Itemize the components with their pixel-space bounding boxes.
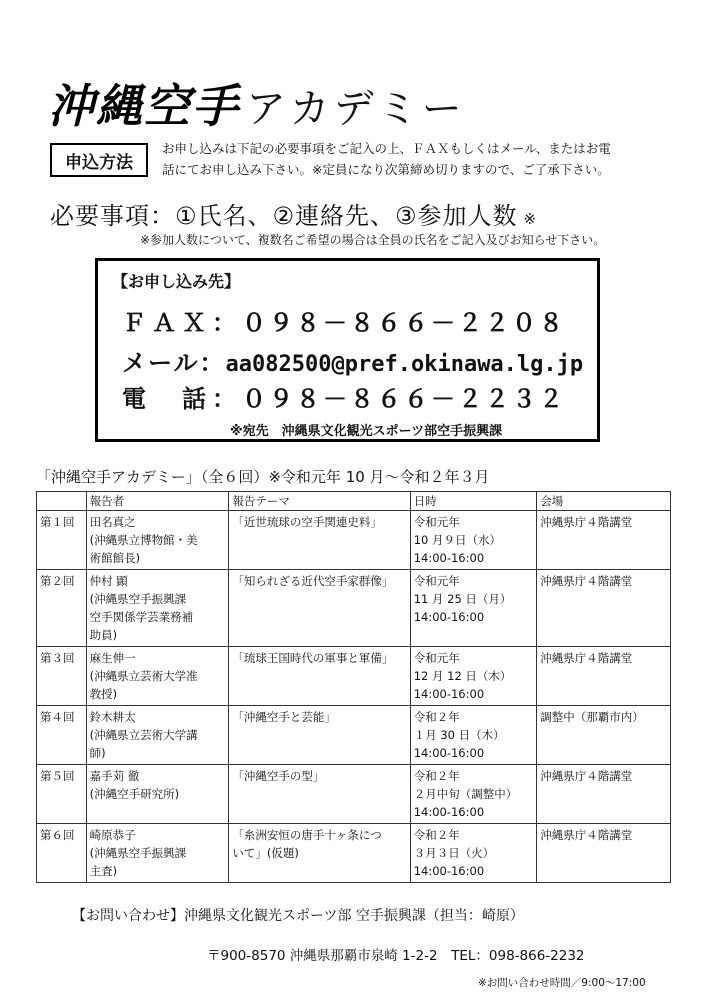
fax-number: ０９８－８６６－２２０８: [242, 309, 566, 337]
date-cell-line: 令和２年: [413, 769, 460, 783]
reporter-cell-line: 助員): [89, 628, 118, 642]
inquiry-hours: ※お問い合わせ時間／9:00～17:00: [478, 977, 646, 989]
reporter-cell-line: 術館館長): [89, 551, 141, 565]
reporter-cell-line: (沖縄県立芸術大学准: [89, 669, 198, 683]
venue-cell: 沖縄県庁４階講堂: [537, 570, 671, 647]
theme-cell-line: 「知られざる近代空手家群像」: [232, 574, 394, 588]
header-date: 日時: [410, 492, 537, 511]
date-cell-line: 令和元年: [413, 574, 460, 588]
table-row: [37, 765, 671, 824]
fax-label: ＦＡＸ：: [122, 309, 242, 337]
tel-label: 電 話：: [122, 385, 242, 413]
required-items: [50, 196, 537, 231]
reporter-cell-line: 嘉手苅 徹: [89, 769, 140, 783]
page-title: [48, 70, 466, 136]
session-number: 第５回: [37, 765, 87, 824]
venue-cell: 調整中（那覇市内）: [537, 706, 671, 765]
theme-cell-line: いて」(仮題): [232, 846, 299, 860]
header-reporter: 報告者: [86, 492, 229, 511]
theme-cell-line: 「沖縄空手の型」: [232, 769, 325, 783]
header-theme: 報告テーマ: [229, 492, 410, 511]
date-cell-line: 14:00-16:00: [413, 687, 485, 701]
date-cell-line: 14:00-16:00: [413, 864, 485, 878]
reporter-cell: [86, 647, 229, 706]
theme-cell-line: 「沖縄空手と芸能」: [232, 710, 336, 724]
date-cell-line: 14:00-16:00: [413, 805, 485, 819]
schedule-table: [36, 491, 671, 883]
reporter-cell: [86, 570, 229, 647]
reporter-cell-line: 麻生伸一: [89, 651, 136, 665]
contact-box: [95, 258, 600, 442]
title-rest-text: アカデミー: [246, 86, 466, 132]
session-number: 第６回: [37, 824, 87, 883]
date-cell: [410, 824, 537, 883]
reporter-cell-line: (沖縄空手研究所): [89, 787, 180, 801]
reporter-cell-line: 教授): [89, 687, 118, 701]
mail-label: メール：: [122, 349, 226, 377]
table-row: [37, 647, 671, 706]
contact-heading: 【お申し込み先】: [112, 272, 241, 291]
date-cell-line: 14:00-16:00: [413, 551, 485, 565]
date-cell-line: １月 30 日（木）: [413, 728, 505, 742]
session-number: 第３回: [37, 647, 87, 706]
address-line: 〒900-8570 沖縄県那覇市泉崎 1-2-2 TEL：098-866-2232: [207, 948, 585, 964]
table-row: [37, 570, 671, 647]
method-label: 申込方法: [50, 143, 148, 177]
title-brush-text: 沖縄空手: [48, 79, 240, 133]
venue-cell: 沖縄県庁４階講堂: [537, 824, 671, 883]
reporter-cell-line: 主査): [89, 864, 118, 878]
contact-destination: ※宛先 沖縄県文化観光スポーツ部空手振興課: [230, 424, 503, 439]
session-number: 第４回: [37, 706, 87, 765]
reporter-cell-line: (沖縄県立博物館・美: [89, 533, 198, 547]
required-note: ※参加人数について、複数名ご希望の場合は全員の氏名をご記入及びお知らせ下さい。: [140, 233, 606, 247]
reporter-cell-line: (沖縄県空手振興課: [89, 846, 187, 860]
session-number: 第２回: [37, 570, 87, 647]
reporter-cell-line: 師): [89, 746, 106, 760]
session-number: 第１回: [37, 511, 87, 570]
reporter-cell-line: (沖縄県立芸術大学講: [89, 728, 198, 742]
date-cell-line: 11 月 25 日（月）: [413, 592, 512, 606]
date-cell-line: 令和元年: [413, 515, 460, 529]
theme-cell: [229, 765, 410, 824]
required-items-text: 必要事項：①氏名、②連絡先、③参加人数: [50, 202, 518, 230]
theme-cell: [229, 647, 410, 706]
theme-cell-line: 「近世琉球の空手関連史料」: [232, 515, 382, 529]
date-cell-line: 12 月 12 日（木）: [413, 669, 512, 683]
mail-address[interactable]: aa082500@pref.okinawa.lg.jp: [225, 352, 584, 377]
header-venue: 会場: [537, 492, 671, 511]
reporter-cell-line: 田名真之: [89, 515, 136, 529]
date-cell-line: 14:00-16:00: [413, 746, 485, 760]
tel-number: ０９８－８６６－２２３２: [242, 385, 566, 413]
date-cell: [410, 647, 537, 706]
venue-cell: 沖縄県庁４階講堂: [537, 765, 671, 824]
date-cell-line: 令和２年: [413, 828, 460, 842]
reporter-cell: [86, 824, 229, 883]
header-no: [37, 492, 87, 511]
table-row: [37, 706, 671, 765]
required-mark: ※: [523, 210, 538, 228]
date-cell-line: 10 月９日（水）: [413, 533, 501, 547]
date-cell-line: ２月中旬（調整中）: [413, 787, 518, 801]
reporter-cell: [86, 706, 229, 765]
date-cell: [410, 511, 537, 570]
reporter-cell-line: 仲村 顕: [89, 574, 128, 588]
reporter-cell: [86, 765, 229, 824]
reporter-cell-line: 崎原恭子: [89, 828, 136, 842]
schedule-header-row: [37, 492, 671, 511]
theme-cell: [229, 511, 410, 570]
venue-cell: 沖縄県庁４階講堂: [537, 647, 671, 706]
fax-line: [122, 303, 566, 338]
reporter-cell-line: 鈴木耕太: [89, 710, 136, 724]
date-cell-line: 令和元年: [413, 651, 460, 665]
theme-cell: [229, 570, 410, 647]
theme-cell: [229, 824, 410, 883]
tel-line: [122, 379, 566, 414]
mail-line: [122, 343, 583, 378]
series-title: 「沖縄空手アカデミー」（全６回）※令和元年 10 月～令和２年３月: [36, 468, 490, 486]
reporter-cell: [86, 511, 229, 570]
reporter-cell-line: (沖縄県空手振興課: [89, 592, 187, 606]
date-cell-line: 14:00-16:00: [413, 610, 485, 624]
method-line-1: お申し込みは下記の必要事項をご記入の上、ＦＡＸもしくはメール、またはお電: [162, 141, 611, 156]
theme-cell: [229, 706, 410, 765]
table-row: [37, 511, 671, 570]
date-cell: [410, 765, 537, 824]
inquiry-line: 【お問い合わせ】沖縄県文化観光スポーツ部 空手振興課（担当：崎原）: [72, 908, 524, 924]
venue-cell: 沖縄県庁４階講堂: [537, 511, 671, 570]
date-cell: [410, 570, 537, 647]
date-cell-line: ３月３日（火）: [413, 846, 495, 860]
theme-cell-line: 「琉球王国時代の軍事と軍備」: [232, 651, 394, 665]
date-cell: [410, 706, 537, 765]
schedule-body: [37, 511, 671, 883]
table-row: [37, 824, 671, 883]
date-cell-line: 令和２年: [413, 710, 460, 724]
reporter-cell-line: 空手関係学芸業務補: [89, 610, 194, 624]
method-description: [162, 138, 682, 180]
theme-cell-line: 「糸洲安恒の唐手十ヶ条につ: [232, 828, 382, 842]
method-line-2: 話にてお申し込み下さい。※定員になり次第締め切りますので、ご了承下さい。: [162, 162, 610, 177]
